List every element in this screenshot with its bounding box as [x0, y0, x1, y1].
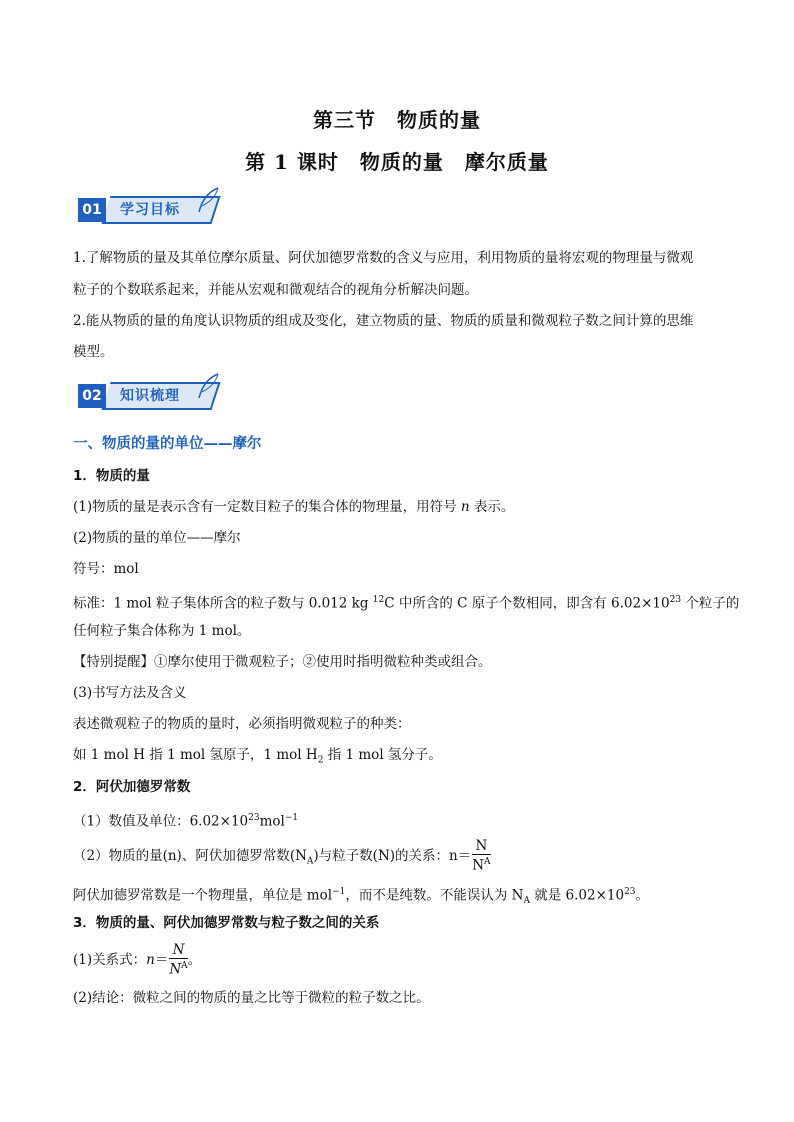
banner-label: 学习目标 [120, 202, 180, 218]
superscript: 23 [624, 887, 636, 897]
symbol-n: n [146, 952, 155, 968]
superscript: −1 [284, 813, 299, 823]
paragraph-2: (2)物质的量的单位——摩尔 [73, 530, 241, 546]
text: ＝ [154, 952, 169, 968]
paragraph-11 [73, 838, 491, 880]
text: 指 1 mol 氢分子。 [323, 747, 442, 763]
symbol-n: n [460, 499, 470, 515]
lesson-title: 第 1 课时 物质的量 摩尔质量 [245, 150, 549, 174]
banner-learning-goals [76, 192, 226, 232]
superscript: 23 [248, 813, 260, 823]
fraction-numerator: N [169, 943, 187, 959]
banner-number: 01 [78, 198, 106, 222]
paragraph-9 [73, 745, 442, 771]
fraction-denominator [472, 855, 490, 874]
superscript: 23 [669, 595, 682, 605]
subscript: 2 [317, 755, 324, 766]
paragraph-7: (3)书写方法及含义 [73, 685, 187, 701]
banner-label: 知识梳理 [120, 388, 180, 404]
special-reminder: 【特别提醒】①摩尔使用于微观粒子；②使用时指明微粒种类或组合。 [73, 654, 492, 670]
goal-2-line-1: 2.能从物质的量的角度认识物质的组成及变化，建立物质的量、物质的质量和微观粒子数之间计算的思维 [73, 313, 694, 329]
text: (1)物质的量是表示含有一定数目粒子的集合体的物理量，用符号 [73, 499, 461, 515]
text: 表示。 [469, 499, 515, 515]
superscript: −1 [332, 887, 346, 897]
text: （2）物质的量(n)、阿伏加德罗常数(N [73, 848, 307, 864]
text: （1）数值及单位：6.02×10 [73, 813, 249, 830]
fraction-numerator: N [472, 839, 490, 855]
superscript: 12 [372, 595, 385, 605]
fraction-denominator [169, 959, 187, 978]
subscript: A [523, 896, 530, 907]
superscript: A [484, 857, 491, 868]
paragraph-14: (2)结论：微粒之间的物质的量之比等于微粒的粒子数之比。 [73, 990, 430, 1006]
text: 个粒子的 [681, 595, 740, 612]
subheading-3: 3．物质的量、阿伏加德罗常数与粒子数之间的关系 [73, 915, 380, 931]
paragraph-12 [73, 882, 649, 911]
text: 。 [635, 887, 650, 904]
goal-1-line-2: 粒子的个数联系起来，并能从宏观和微观结合的视角分析解决问题。 [73, 282, 478, 298]
superscript: A [181, 961, 188, 972]
text: (1)关系式： [73, 952, 147, 968]
section-title: 第三节 物质的量 [313, 108, 481, 132]
subheading-2: 2．阿伏加德罗常数 [73, 779, 191, 795]
text: C 中所含的 C 原子个数相同，即含有 6.02×10 [384, 595, 670, 612]
goal-1-line-1: 1.了解物质的量及其单位摩尔质量、阿伏加德罗常数的含义与应用，利用物质的量将宏观的物理量与微观 [73, 250, 694, 266]
paragraph-10 [73, 808, 298, 832]
feather-pen-icon [194, 186, 224, 216]
paragraph-5: 任何粒子集合体称为 1 mol。 [73, 623, 251, 639]
text: )与粒子数(N)的关系：n＝ [313, 848, 472, 864]
banner-knowledge-review [76, 378, 226, 418]
subheading-1: 1．物质的量 [73, 468, 150, 484]
text: 就是 6.02×10 [529, 887, 625, 904]
paragraph-4 [73, 590, 739, 614]
paragraph-1 [73, 497, 514, 517]
feather-pen-icon [194, 372, 224, 402]
text: 。 [187, 952, 202, 968]
text: 阿伏加德罗常数是一个物理量，单位是 mol [73, 887, 333, 904]
paragraph-3: 符号：mol [73, 561, 139, 577]
fraction [472, 839, 490, 874]
goal-2-line-2: 模型。 [73, 344, 114, 360]
text: N [472, 857, 485, 874]
text: ，而不是纯数。不能误认为 N [345, 887, 524, 904]
text: 标准：1 mol 粒子集体所含的粒子数与 0.012 kg [73, 595, 373, 612]
text: 如 1 mol H 指 1 mol 氢原子，1 mol H [73, 747, 318, 763]
banner-number: 02 [78, 384, 106, 408]
section-heading: 一、物质的量的单位——摩尔 [73, 436, 262, 452]
subscript: A [306, 856, 314, 867]
paragraph-8: 表述微观粒子的物质的量时，必须指明微观粒子的种类： [73, 716, 411, 732]
fraction [169, 943, 187, 978]
text: mol [259, 813, 285, 830]
paragraph-13 [73, 942, 201, 978]
text: N [169, 961, 182, 978]
